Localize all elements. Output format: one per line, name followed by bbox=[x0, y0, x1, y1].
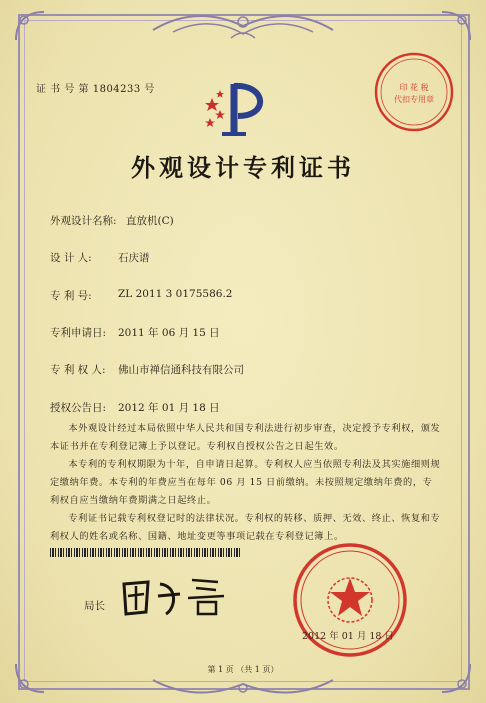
field-application-date-label: 专利申请日: bbox=[50, 327, 107, 339]
svg-text:印 花 税: 印 花 税 bbox=[399, 83, 429, 92]
bottom-ornament bbox=[143, 674, 343, 700]
patent-office-logo bbox=[200, 76, 280, 142]
small-round-stamp bbox=[372, 50, 456, 134]
seal-date: 2012 年 01 月 18 日 bbox=[302, 631, 394, 642]
field-application-date-value: 2011 年 06 月 15 日 bbox=[118, 327, 220, 339]
field-designer-label: 设 计 人: bbox=[50, 252, 92, 264]
field-design-name-value: 直放机(C) bbox=[126, 215, 174, 227]
top-ornament bbox=[143, 8, 343, 42]
certificate-body bbox=[50, 420, 442, 546]
field-patent-number-label: 专 利 号: bbox=[50, 290, 92, 302]
corner-ornament bbox=[12, 8, 48, 44]
certificate-number: 证 书 号 第 1804233 号 bbox=[36, 84, 155, 95]
field-design-name-label: 外观设计名称: bbox=[50, 215, 117, 227]
director-signature bbox=[118, 574, 230, 618]
field-patent-number-value: ZL 2011 3 0175586.2 bbox=[118, 288, 233, 300]
field-designer-value: 石庆谱 bbox=[118, 252, 150, 264]
patent-office-seal bbox=[290, 540, 410, 660]
barcode bbox=[50, 548, 240, 557]
body-paragraph: 本外观设计经过本局依照中华人民共和国专利法进行初步审查，决定授予专利权，颁发本证书并在专利登记簿上予以登记。专利权自授权公告之日起生效。 bbox=[50, 423, 441, 452]
director-label: 局长 bbox=[84, 600, 105, 612]
field-grant-date-value: 2012 年 01 月 18 日 bbox=[118, 402, 220, 414]
field-grant-date-label: 授权公告日: bbox=[50, 402, 107, 414]
page-footer: 第 1 页 （共 1 页） bbox=[207, 665, 279, 674]
body-paragraph: 本专利的专利权期限为十年，自申请日起算。专利权人应当依照专利法及其实施细则规定缴纳年费。本专利的年费应当在每年 06 月 15 日前缴纳。未按照规定缴纳年费的，专利权自应当缴纳年费期满之日起终止。 bbox=[50, 459, 441, 506]
corner-ornament bbox=[438, 8, 474, 44]
svg-text:代扣专用章: 代扣专用章 bbox=[394, 95, 434, 104]
body-paragraph: 专利证书记载专利权登记时的法律状况。专利权的转移、质押、无效、终止、恢复和专利权人的姓名或名称、国籍、地址变更等事项记载在专利登记簿上。 bbox=[50, 513, 441, 542]
field-patentee-label: 专 利 权 人: bbox=[50, 364, 106, 376]
certificate-title: 外观设计专利证书 bbox=[131, 154, 355, 182]
field-patentee-value: 佛山市禅信通科技有限公司 bbox=[118, 364, 244, 376]
